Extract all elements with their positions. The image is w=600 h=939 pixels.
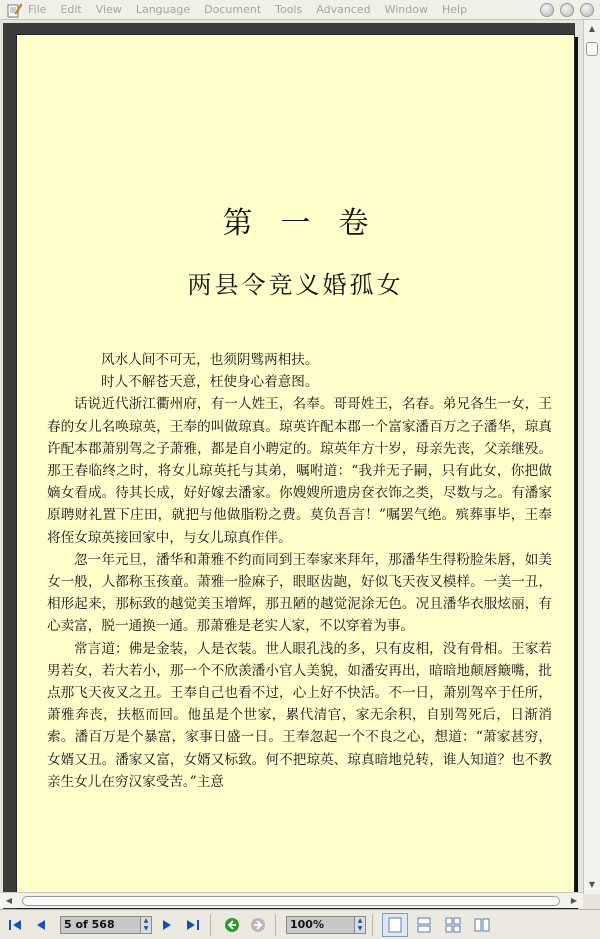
paragraph: 忽一年元旦，潘华和萧雅不约而同到王奉家来拜年，那潘华生得粉脸朱唇，如美女一般，人都称玉孩童。萧雅一脸麻子，眼眍齿龅，好似飞天夜叉模样。一美一丑，相形起来，那标致的越觉美玉增辉，那丑陋的越觉泥涂无色。况且潘华衣服炫丽，有心卖富，脱一通换一通。那萧雅是老实人家，不以穿着为事。 [47, 551, 552, 635]
previous-page-icon [34, 918, 48, 932]
document-page [16, 34, 575, 909]
go-back-button[interactable] [221, 914, 243, 936]
single-page-icon [388, 917, 402, 933]
menu-advanced[interactable]: Advanced [316, 3, 371, 16]
two-up-icon [474, 917, 490, 933]
menu-help[interactable]: Help [441, 3, 468, 16]
document-frame [3, 23, 575, 909]
menu-file[interactable]: File [28, 3, 47, 16]
two-up-view-button[interactable] [469, 913, 495, 937]
scroll-up-arrow-icon[interactable]: ▲ [588, 24, 596, 33]
go-forward-icon [250, 917, 266, 933]
vertical-scrollbar[interactable] [583, 20, 600, 894]
menu-document[interactable]: Document [204, 3, 262, 16]
horizontal-scrollbar[interactable] [0, 892, 583, 908]
next-page-button[interactable] [156, 914, 178, 936]
go-back-icon [224, 917, 240, 933]
toolbar-separator [372, 914, 373, 936]
scroll-down-arrow-icon[interactable]: ▼ [588, 880, 596, 889]
app-logo-icon [6, 2, 22, 18]
paragraph: 话说近代浙江衢州府，有一人姓王，名奉。哥哥姓王，名春。弟兄各生一女，王春的女儿名唤琼英，王奉的叫做琼真。琼英许配本郡一个富家潘百万之子潘华，琼真许配本郡萧别驾之子萧雅，都是自小聘定的。琼英年方十岁，母亲先丧，父亲继殁。那王春临终之时，将女儿琼英托与其弟，嘱咐道：“我并无子嗣，只有此女，你把做嫡女看成。待其长成，好好嫁去潘家。你嫂嫂所遗房奁衣饰之类，尽数与之。有潘家原聘财礼置下庄田，就把与他做脂粉之费。莫负吾言！”嘱罢气绝。殡葬事毕，王奉将侄女琼英接回家中，与女儿琼真作伴。 [47, 396, 552, 546]
last-page-button[interactable] [182, 914, 204, 936]
poem-line: 风水人间不可无，也须阴骘两相扶。 [101, 352, 319, 368]
menu-window[interactable]: Window [384, 3, 428, 16]
zoom-value: 100% [290, 918, 324, 931]
page-indicator-text: 5 of 568 [64, 918, 115, 931]
maximize-button[interactable] [560, 3, 574, 17]
scroll-right-arrow-icon[interactable]: ▶ [570, 896, 578, 905]
horizontal-scroll-thumb[interactable] [22, 896, 560, 906]
first-page-button[interactable] [4, 914, 26, 936]
first-page-icon [8, 918, 22, 932]
bottom-toolbar [0, 909, 600, 939]
menu-edit[interactable]: Edit [60, 3, 82, 16]
chapter-title: 两县令竞义婚孤女 [187, 271, 404, 299]
facing-view-button[interactable] [440, 913, 466, 937]
window-controls [540, 3, 594, 17]
menu-tools[interactable]: Tools [275, 3, 303, 16]
vertical-scroll-thumb[interactable] [586, 42, 598, 56]
continuous-page-icon [417, 917, 431, 933]
previous-page-button[interactable] [30, 914, 52, 936]
toolbar-separator [275, 914, 276, 936]
volume-title: 第一卷 [222, 206, 397, 241]
document-viewport [0, 20, 600, 912]
menu-language[interactable]: Language [135, 3, 191, 16]
minimize-button[interactable] [540, 3, 554, 17]
close-button[interactable] [580, 3, 594, 17]
go-forward-button[interactable] [247, 914, 269, 936]
facing-pages-icon [445, 917, 461, 933]
page-number-field[interactable] [60, 916, 152, 934]
menu-view[interactable]: View [95, 3, 122, 16]
toolbar-separator [210, 914, 211, 936]
paragraph: 常言道：佛是金装，人是衣装。世人眼孔浅的多，只有皮相，没有骨相。王家若男若女，若大若小，那一个不欣羡潘小官人美貌，如潘安再出，暗暗地颠唇簸嘴，批点那飞天夜叉之丑。王奉自己也看不过，心上好不快活。不一日，萧别驾卒于任所，萧雅奔丧，扶柩而回。他虽是个世家，累代清官，家无余积，自别驾死后，日渐消索。潘百万是个暴富，家事日盛一日。王奉忽起一个不良之心，想道：“萧家甚穷，女婿又丑。潘家又富，女婿又标致。何不把琼英、琼真暗地兑转，谁人知道？也不教亲生女儿在穷汉家受苦。”主意 [47, 640, 552, 790]
zoom-field[interactable] [286, 916, 366, 934]
next-page-icon [160, 918, 174, 932]
body-text [47, 349, 552, 793]
zoom-spinner-icon[interactable]: ▲ ▼ [354, 917, 365, 933]
continuous-view-button[interactable] [411, 913, 437, 937]
menu-bar [0, 0, 600, 20]
poem-line: 时人不解苍天意，枉使身心着意图。 [101, 374, 319, 391]
page-spinner-icon[interactable]: ▲ ▼ [140, 917, 151, 933]
last-page-icon [186, 918, 200, 932]
single-page-view-button[interactable] [382, 913, 408, 937]
scroll-left-arrow-icon[interactable]: ◀ [5, 896, 13, 905]
